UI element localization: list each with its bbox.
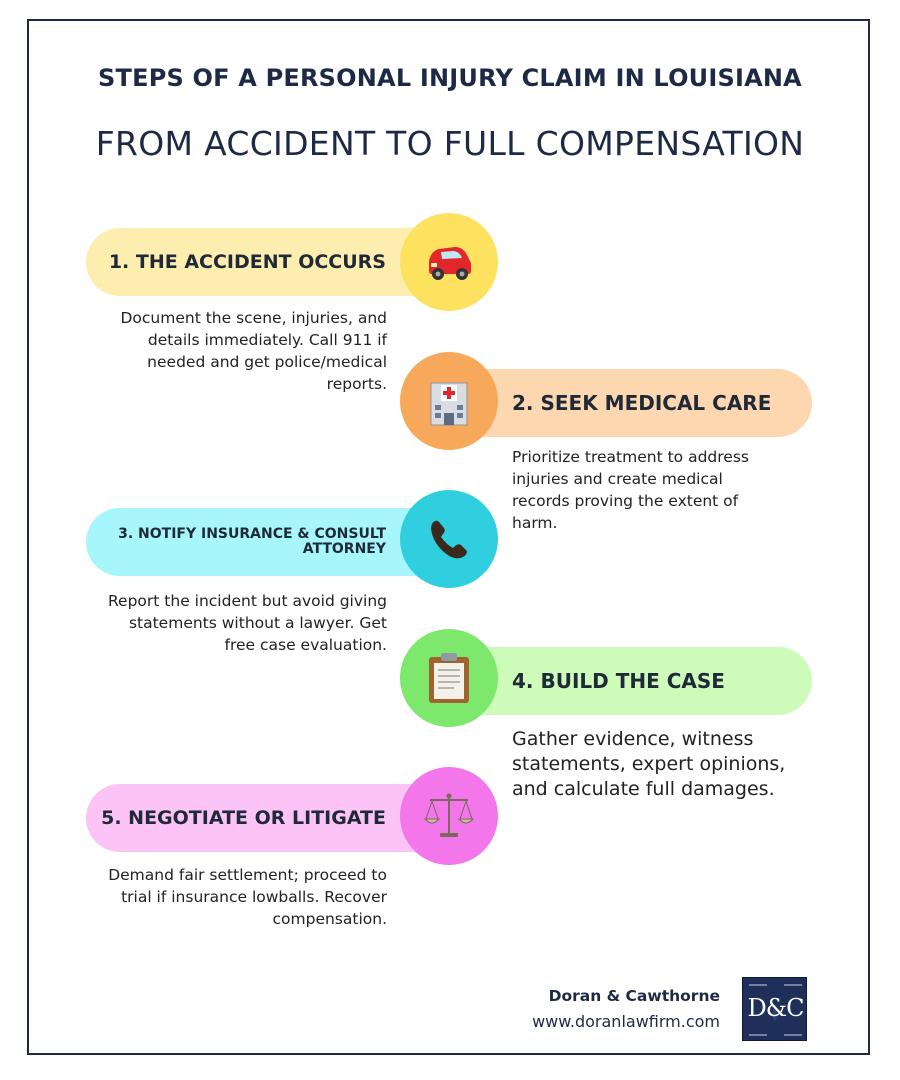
step-5-circle xyxy=(400,767,498,865)
page-subtitle: FROM ACCIDENT TO FULL COMPENSATION xyxy=(95,124,805,163)
step-3-circle xyxy=(400,490,498,588)
phone-icon xyxy=(425,515,473,563)
step-5-label: 5. NEGOTIATE OR LITIGATE xyxy=(101,807,386,829)
scales-icon xyxy=(422,791,476,841)
step-1-pill xyxy=(86,228,448,296)
step-5-description: Demand fair settlement; proceed to trial if insurance lowballs. Recover compensation. xyxy=(108,866,387,928)
car-icon xyxy=(421,239,477,285)
step-2-description: Prioritize treatment to address injuries and create medical records proving the extent of harm. xyxy=(512,448,749,532)
step-4-label: 4. BUILD THE CASE xyxy=(512,669,725,693)
firm-name: Doran & Cawthorne xyxy=(548,987,720,1005)
step-1-description: Document the scene, injuries, and details immediately. Call 911 if needed and get police/medical reports. xyxy=(120,309,387,393)
step-2-circle xyxy=(400,352,498,450)
step-4-circle xyxy=(400,629,498,727)
clipboard-icon xyxy=(425,651,473,705)
hospital-icon xyxy=(423,375,475,427)
step-4-pill xyxy=(452,647,812,715)
step-2-label: 2. SEEK MEDICAL CARE xyxy=(512,391,772,415)
page-title: STEPS OF A PERSONAL INJURY CLAIM IN LOUISIANA xyxy=(98,64,802,92)
logo-text: D&C xyxy=(747,994,804,1022)
step-1-label: 1. THE ACCIDENT OCCURS xyxy=(108,251,386,273)
firm-logo xyxy=(742,977,807,1041)
step-4-description: Gather evidence, witness statements, expert opinions, and calculate full damages. xyxy=(512,728,786,800)
step-1-circle xyxy=(400,213,498,311)
step-5-pill xyxy=(86,784,448,852)
step-3-description: Report the incident but avoid giving statements without a lawyer. Get free case evaluation. xyxy=(107,592,387,654)
step-2-pill xyxy=(452,369,812,437)
step-3-pill xyxy=(86,508,448,576)
step-3-label: 3. NOTIFY INSURANCE & CONSULT ATTORNEY xyxy=(118,526,386,557)
firm-website-link[interactable]: www.doranlawfirm.com xyxy=(532,1012,720,1031)
